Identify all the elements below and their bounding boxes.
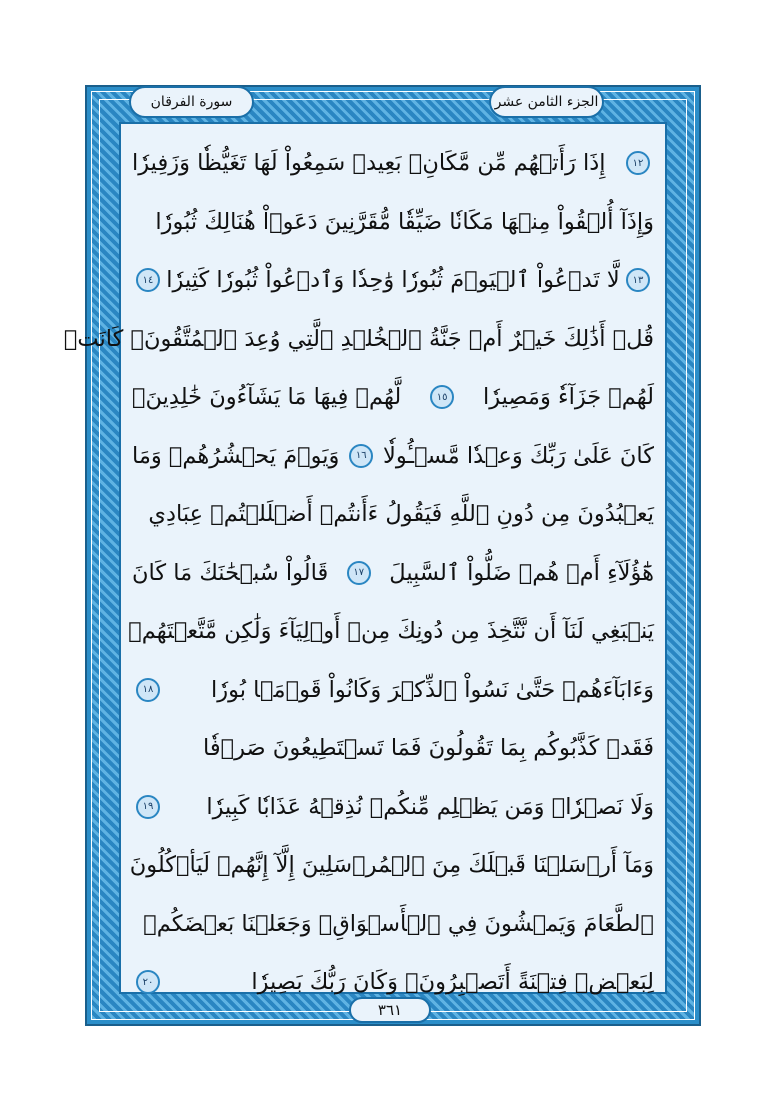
text-line xyxy=(132,134,654,193)
verse-text: لَّا تَدۡعُواْ ٱلۡيَوۡمَ ثُبُورٗا وَٰحِدٗا وَٱدۡعُواْ ثُبُورٗا كَثِيرٗا xyxy=(166,267,620,294)
verse-text: يَعۡبُدُونَ مِن دُونِ ٱللَّهِ فَيَقُولُ ءَأَنتُمۡ أَضۡلَلۡتُمۡ عِبَادِي xyxy=(148,501,654,528)
text-line xyxy=(132,251,654,310)
surah-label: سورة الفرقان xyxy=(150,94,233,110)
verse-text: إِذَا رَأَتۡهُم مِّن مَّكَانِۭ بَعِيدٖ سَمِعُواْ لَهَا تَغَيُّظٗا وَزَفِيرٗا xyxy=(132,150,606,177)
juz-label: الجزء الثامن عشر xyxy=(494,94,599,110)
verse-text: كَانَ عَلَىٰ رَبِّكَ وَعۡدٗا مَّسۡـُٔولٗا xyxy=(383,442,654,469)
text-line xyxy=(132,895,654,954)
verse-text: وَمَآ أَرۡسَلۡنَا قَبۡلَكَ مِنَ ٱلۡمُرۡسَلِينَ إِلَّآ إِنَّهُمۡ لَيَأۡكُلُونَ xyxy=(129,852,654,879)
verse-number-marker: ١٩ xyxy=(136,795,160,819)
surah-header-label xyxy=(129,86,254,118)
verse-text: فَقَدۡ كَذَّبُوكُم بِمَا تَقُولُونَ فَمَا تَسۡتَطِيعُونَ صَرۡفٗا xyxy=(203,735,654,762)
verse-number-marker: ١٥ xyxy=(430,385,454,409)
verse-number-marker: ١٤ xyxy=(136,268,160,292)
text-line xyxy=(132,544,654,603)
verse-text: لَّهُمۡ فِيهَا مَا يَشَآءُونَ خَٰلِدِينَۚ xyxy=(132,384,402,411)
verse-text: هَٰٓؤُلَآءِ أَمۡ هُمۡ ضَلُّواْ ٱلسَّبِيلَ xyxy=(389,559,654,586)
verse-text: وَءَابَآءَهُمۡ حَتَّىٰ نَسُواْ ٱلذِّكۡرَ وَكَانُواْ قَوۡمَۢا بُورٗا xyxy=(211,676,654,703)
page-number-badge xyxy=(349,997,431,1023)
text-line xyxy=(132,719,654,778)
verse-text: لَهُمۡ جَزَآءٗ وَمَصِيرٗا xyxy=(482,384,654,411)
verse-number-marker: ١٣ xyxy=(626,268,650,292)
verse-number-marker: ٢٠ xyxy=(136,970,160,994)
text-line xyxy=(132,368,654,427)
verse-text: وَإِذَآ أُلۡقُواْ مِنۡهَا مَكَانٗا ضَيِّقٗا مُّقَرَّنِينَ دَعَوۡاْ هُنَالِكَ ثُبُورٗا xyxy=(155,208,654,235)
verse-text: قَالُواْ سُبۡحَٰنَكَ مَا كَانَ xyxy=(132,559,329,586)
juz-header-label xyxy=(489,86,604,118)
verse-text: لِبَعۡضٖ فِتۡنَةً أَتَصۡبِرُونَۗ وَكَانَ رَبُّكَ بَصِيرٗا xyxy=(251,969,654,996)
text-line xyxy=(63,310,654,369)
text-line xyxy=(132,485,654,544)
verse-text: قُلۡ أَذَٰلِكَ خَيۡرٌ أَمۡ جَنَّةُ ٱلۡخُلۡدِ ٱلَّتِي وُعِدَ ٱلۡمُتَّقُونَۚ كَانَتۡ xyxy=(63,325,654,352)
text-line xyxy=(132,661,654,720)
text-line xyxy=(132,427,654,486)
text-line xyxy=(132,193,654,252)
verse-number-marker: ١٧ xyxy=(347,561,371,585)
verse-number-marker: ١٨ xyxy=(136,678,160,702)
verse-number-marker: ١٢ xyxy=(626,151,650,175)
verse-text: وَيَوۡمَ يَحۡشُرُهُمۡ وَمَا xyxy=(132,442,340,469)
verse-number-marker: ١٦ xyxy=(349,444,373,468)
verse-text: وَلَا نَصۡرٗاۚ وَمَن يَظۡلِم مِّنكُمۡ نُذِقۡهُ عَذَابٗا كَبِيرٗا xyxy=(206,793,654,820)
page-number: ٣٦١ xyxy=(377,1001,403,1019)
verse-text: يَنۢبَغِي لَنَآ أَن نَّتَّخِذَ مِن دُونِكَ مِنۡ أَوۡلِيَآءَ وَلَٰكِن مَّتَّعۡتَهُمۡ xyxy=(128,618,654,645)
quran-text-lines xyxy=(63,134,654,1012)
verse-text: ٱلطَّعَامَ وَيَمۡشُونَ فِي ٱلۡأَسۡوَاقِۗ وَجَعَلۡنَا بَعۡضَكُمۡ xyxy=(143,910,654,937)
text-line xyxy=(129,836,654,895)
text-line xyxy=(132,778,654,837)
text-line xyxy=(128,602,654,661)
